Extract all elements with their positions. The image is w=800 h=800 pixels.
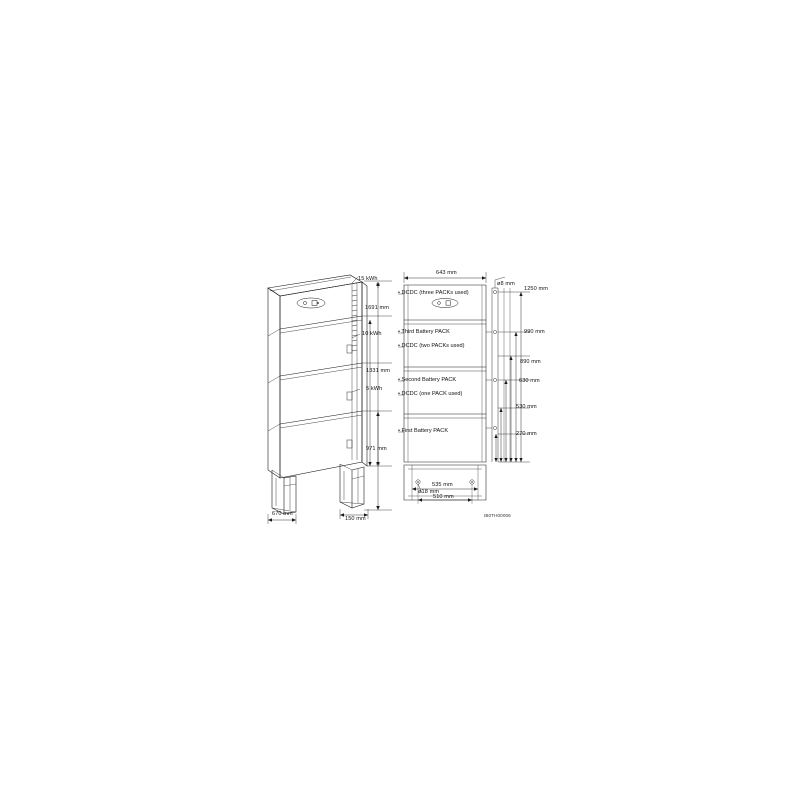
- dimension-270mm: 270 mm: [516, 431, 537, 437]
- callout-bullet-icon: •: [398, 377, 400, 383]
- dimension-670mm: 670 mm: [272, 511, 293, 517]
- callout-text: DCDC (three PACKs used): [401, 290, 469, 296]
- callout-text: Second Battery PACK: [401, 377, 457, 383]
- callout-text: DCDC (one PACK used): [401, 391, 463, 397]
- callout-dcdc-three-packs: [398, 290, 469, 296]
- capacity-label-15kwh: 15 kWh: [358, 276, 378, 282]
- dimension-510mm: 510 mm: [433, 494, 454, 500]
- callout-first-battery-pack: [398, 428, 448, 434]
- dimension-dia18mm: ø18 mm: [418, 489, 440, 495]
- callout-dcdc-two-packs: [398, 343, 465, 349]
- capacity-label-10kwh: 10 kWh: [362, 331, 382, 337]
- callout-bullet-icon: •: [398, 329, 400, 335]
- callout-bullet-icon: •: [398, 428, 400, 434]
- callout-text: Third Battery PACK: [401, 329, 450, 335]
- dimension-890mm: 890 mm: [520, 359, 541, 365]
- callout-bullet-icon: •: [398, 343, 400, 349]
- callout-third-battery-pack: [398, 329, 450, 335]
- dimension-643mm: 643 mm: [436, 270, 457, 276]
- callout-second-battery-pack: [398, 377, 456, 383]
- dimension-1691mm: 1691 mm: [365, 305, 390, 311]
- capacity-label-5kwh: 5 kWh: [366, 386, 383, 392]
- dimension-630mm: 630 mm: [519, 378, 540, 384]
- dimension-1250mm: 1250 mm: [524, 286, 549, 292]
- callout-bullet-icon: •: [398, 391, 400, 397]
- callout-dcdc-one-pack: [398, 391, 462, 397]
- dimension-971mm: 971 mm: [366, 446, 387, 452]
- dimension-990mm: 990 mm: [524, 329, 545, 335]
- dimension-150mm: 150 mm: [345, 516, 366, 522]
- callout-bullet-icon: •: [398, 290, 400, 296]
- callout-text: DCDC (two PACKs used): [401, 343, 465, 349]
- callout-text: First Battery PACK: [401, 428, 449, 434]
- dimension-1331mm: 1331 mm: [366, 368, 391, 374]
- dimension-530mm: 530 mm: [516, 404, 537, 410]
- dimension-dia8mm: ø8 mm: [497, 281, 515, 287]
- dimension-535mm: 535 mm: [432, 482, 453, 488]
- drawing-code: IB0TH00006: [484, 513, 511, 518]
